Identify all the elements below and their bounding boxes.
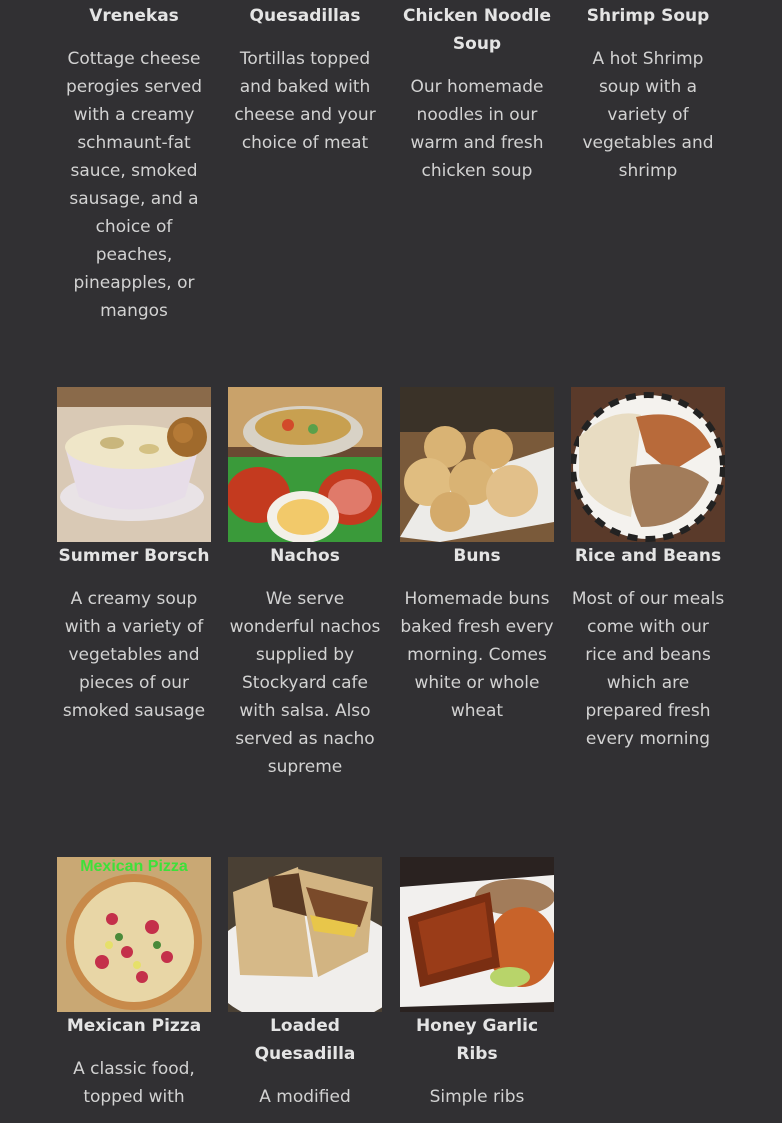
buns-photo[interactable] bbox=[400, 387, 554, 542]
menu-item-description: A creamy soup with a variety of vegetables and pieces of our smoked sausage bbox=[62, 589, 206, 721]
menu-item-title: Rice and Beans bbox=[574, 546, 722, 566]
rice-beans-photo[interactable] bbox=[571, 387, 725, 542]
menu-item-title: Vrenekas bbox=[89, 6, 179, 26]
pizza-photo[interactable] bbox=[57, 857, 211, 1012]
soup-bowl-photo[interactable] bbox=[57, 387, 211, 542]
menu-item-description: Homemade buns baked fresh every morning. Comes white or whole wheat bbox=[400, 589, 554, 721]
menu-item-buns bbox=[400, 387, 554, 725]
menu-item-shrimp-soup bbox=[571, 2, 725, 185]
menu-item-title: Shrimp Soup bbox=[586, 6, 710, 26]
menu-item-description: Tortillas topped and baked with cheese and your choice of meat bbox=[234, 49, 376, 153]
menu-item-title: Nachos bbox=[270, 546, 340, 566]
menu-item-summer-borsch bbox=[57, 387, 211, 725]
menu-item-chicken-noodle-soup bbox=[400, 2, 554, 185]
nachos-photo[interactable] bbox=[228, 387, 382, 542]
ribs-photo[interactable] bbox=[400, 857, 554, 1012]
menu-item-vrenekas bbox=[57, 2, 211, 325]
menu-item-description: Simple ribs bbox=[429, 1087, 525, 1107]
menu-item-mexican-pizza bbox=[57, 857, 211, 1111]
menu-item-title: Honey Garlic Ribs bbox=[415, 1016, 539, 1064]
menu-item-quesadillas bbox=[228, 2, 382, 157]
menu-item-title: Quesadillas bbox=[249, 6, 361, 26]
menu-item-description: A classic food, topped with bbox=[73, 1059, 195, 1107]
menu-item-title: Summer Borsch bbox=[58, 546, 210, 566]
quesadilla-photo[interactable] bbox=[228, 857, 382, 1012]
menu-item-honey-garlic-ribs bbox=[400, 857, 554, 1111]
menu-item-description: A modified bbox=[259, 1087, 351, 1107]
menu-item-title: Loaded Quesadilla bbox=[254, 1016, 356, 1064]
menu-item-loaded-quesadilla bbox=[228, 857, 382, 1111]
menu-item-description: We serve wonderful nachos supplied by Stockyard cafe with salsa. Also served as nacho supreme bbox=[229, 589, 381, 777]
menu-item-title: Mexican Pizza bbox=[66, 1016, 202, 1036]
menu-item-nachos bbox=[228, 387, 382, 781]
menu-item-description: Our homemade noodles in our warm and fresh chicken soup bbox=[410, 77, 544, 181]
menu-item-rice-and-beans bbox=[571, 387, 725, 753]
menu-item-title: Chicken Noodle Soup bbox=[403, 6, 551, 54]
menu-item-description: Most of our meals come with our rice and beans which are prepared fresh every morning bbox=[571, 589, 725, 749]
menu-item-title: Buns bbox=[453, 546, 501, 566]
menu-item-description: Cottage cheese perogies served with a creamy schmaunt-fat sauce, smoked sausage, and a choice of peaches, pineapples, or mangos bbox=[65, 49, 203, 321]
pizza-photo-caption: Mexican Pizza bbox=[80, 858, 188, 875]
menu-item-description: A hot Shrimp soup with a variety of vegetables and shrimp bbox=[582, 49, 714, 181]
